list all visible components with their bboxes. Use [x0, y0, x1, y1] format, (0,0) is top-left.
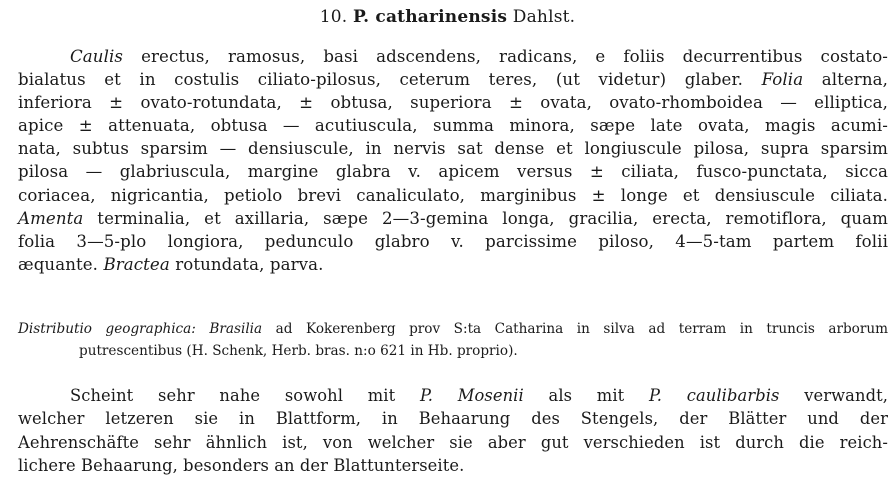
description-line: apice ± attenuata, obtusa — acutiuscula, summa minora, sæpe late ovata, magis acumi-: [18, 116, 888, 136]
distribution-text: ad Kokerenberg prov S:ta Catharina in silva ad terram in truncis arborum: [262, 321, 888, 337]
species-heading: [0, 6, 895, 28]
distribution-section: [18, 318, 888, 362]
description-line: pilosa — glabriuscula, margine glabra v. apicem versus ± ciliata, fusco-punctata, sicca: [18, 162, 888, 182]
remarks-line: lichere Behaarung, besonders an der Blattunterseite.: [18, 455, 465, 475]
remarks-paragraph: [18, 384, 888, 477]
distribution-label: Distributio geographica:: [18, 321, 196, 337]
description-line: nata, subtus sparsim — densiuscule, in nervis sat dense et longiuscule pilosa, supra sparsim: [18, 139, 888, 159]
description-line: æquante. Bractea rotundata, parva.: [18, 254, 324, 274]
distribution-line: [18, 318, 888, 340]
species-name: P. catharinensis: [352, 7, 508, 27]
description-line: Caulis erectus, ramosus, basi adscendens, radicans, e foliis decurrentibus costato-: [70, 47, 888, 66]
description-line: bialatus et in costulis ciliato-pilosus, ceterum teres, (ut videtur) glaber. Folia alterna,: [18, 70, 888, 90]
remarks-line: Aehrenschäfte sehr ähnlich ist, von welcher sie aber gut verschieden ist durch die reich-: [18, 432, 888, 452]
description-line: inferiora ± ovato-rotundata, ± obtusa, superiora ± ovata, ovato-rhomboidea — elliptica,: [18, 93, 888, 113]
distribution-place: Brasilia: [209, 321, 263, 337]
distribution-continuation: putrescentibus (H. Schenk, Herb. bras. n:o 621 in Hb. proprio).: [79, 343, 518, 359]
remarks-line: welcher letzeren sie in Blattform, in Behaarung des Stengels, der Blätter und der: [18, 409, 888, 429]
species-description: [18, 45, 888, 276]
species-author: Dahlst.: [512, 7, 576, 27]
remarks-line: Scheint sehr nahe sowohl mit P. Mosenii als mit P. caulibarbis verwandt,: [70, 386, 889, 405]
description-line: coriacea, nigricantia, petiolo brevi canaliculato, marginibus ± longe et densiuscule ciliata.: [18, 185, 888, 205]
description-line: folia 3—5-plo longiora, pedunculo glabro v. parcissime piloso, 4—5-tam partem folii: [18, 231, 888, 251]
description-line: Amenta terminalia, et axillaria, sæpe 2—3-gemina longa, gracilia, erecta, remotiflora, quam: [18, 208, 888, 228]
species-number: 10.: [319, 7, 348, 27]
